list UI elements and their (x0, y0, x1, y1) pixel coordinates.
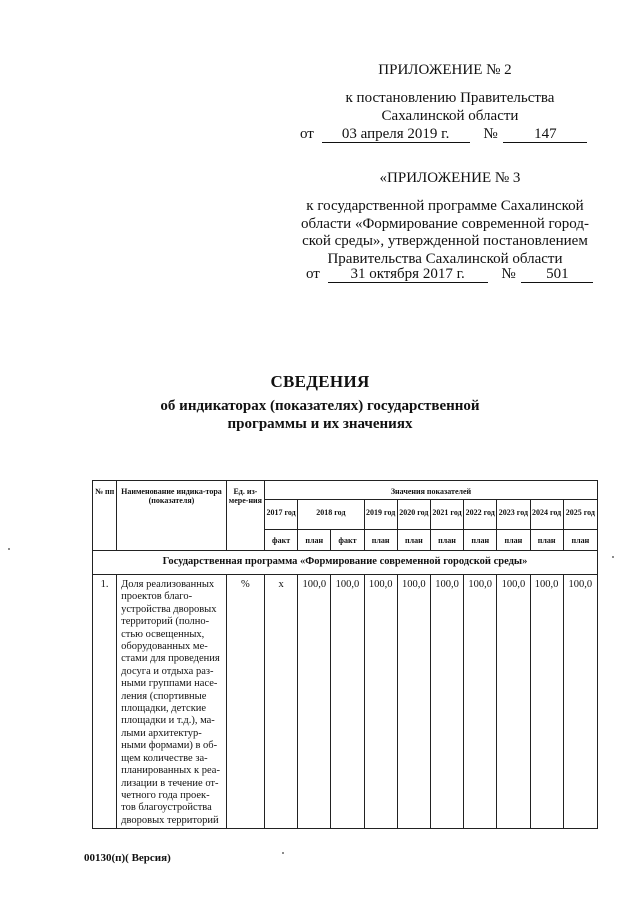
year-2017: 2017 год (265, 500, 298, 530)
year-2018: 2018 год (298, 500, 364, 530)
year-2022: 2022 год (464, 500, 497, 530)
appendix-date: 03 апреля 2019 г. (322, 126, 470, 143)
value-cell: 100,0 (563, 575, 597, 829)
value-cell: 100,0 (364, 575, 397, 829)
value-cell: 100,0 (397, 575, 430, 829)
value-cell: 100,0 (464, 575, 497, 829)
row-name: Доля реализованных проектов благо-устройства дворовых территорий (полно-стью освещенных, оборудованных ме-стами для проведения досуга и отдыха раз-ными группами насе-ления (спортивные площадки, детские площадки и т.д.), ма-лыми архитектур-ными формами) в об-щем количестве за-планированных к реа-лизации в течение от-четного года проек-тов благоустройства дворовых территорий (117, 575, 227, 829)
appendix3-text (290, 198, 600, 268)
year-2021: 2021 год (430, 500, 463, 530)
section-row (93, 551, 598, 575)
type-cell: факт (331, 530, 364, 551)
row-unit: % (226, 575, 264, 829)
value-cell: 100,0 (298, 575, 331, 829)
number-label: № (483, 126, 498, 142)
number-label-2: № (501, 266, 516, 282)
col-values-header: Значения показателей (265, 481, 598, 500)
value-cell: 100,0 (497, 575, 530, 829)
appendix3-line-3: ской среды», утвержденной постановлением (302, 233, 588, 249)
subtitle-line-2: программы и их значениях (227, 416, 413, 432)
appendix-line-1: к постановлению Правительства (345, 90, 555, 106)
type-cell: план (563, 530, 597, 551)
page-title: СВЕДЕНИЯ (270, 372, 370, 391)
value-cell: х (265, 575, 298, 829)
type-cell: план (364, 530, 397, 551)
appendix-date-line (300, 126, 600, 143)
row-num: 1. (93, 575, 117, 829)
table-header-row-1 (93, 481, 598, 500)
type-cell: план (397, 530, 430, 551)
type-cell: факт (265, 530, 298, 551)
col-name-header: Наименование индика-тора (показателя) (117, 481, 227, 551)
year-2020: 2020 год (397, 500, 430, 530)
footer-version: 00130(п)( Версия) (84, 852, 171, 864)
year-2024: 2024 год (530, 500, 563, 530)
value-cell: 100,0 (430, 575, 463, 829)
appendix3-title: «ПРИЛОЖЕНИЕ № 3 (379, 170, 521, 186)
scan-speck (612, 556, 614, 558)
col-num-header: № пп (93, 481, 117, 551)
appendix3-date-line (306, 266, 606, 283)
value-cell: 100,0 (331, 575, 364, 829)
appendix3-line-1: к государственной программе Сахалинской (306, 198, 584, 214)
appendix3-line-2: области «Формирование современной город- (301, 215, 589, 232)
indicators-table (92, 480, 598, 829)
scan-speck (8, 548, 10, 550)
value-cell: 100,0 (530, 575, 563, 829)
appendix-title: ПРИЛОЖЕНИЕ № 2 (378, 62, 512, 78)
type-cell: план (464, 530, 497, 551)
col-unit-header: Ед. из-мере-ния (226, 481, 264, 551)
type-cell: план (497, 530, 530, 551)
year-2025: 2025 год (563, 500, 597, 530)
type-cell: план (430, 530, 463, 551)
from-label: от (300, 126, 314, 142)
scan-speck (282, 852, 284, 854)
appendix-number: 147 (503, 126, 587, 143)
subtitle-line-1: об индикаторах (показателях) государственной (160, 398, 480, 414)
table-row (93, 575, 598, 829)
section-title: Государственная программа «Формирование современной городской среды» (93, 551, 598, 575)
year-2023: 2023 год (497, 500, 530, 530)
type-cell: план (530, 530, 563, 551)
from-label-2: от (306, 266, 320, 282)
appendix3-line-4: Правительства Сахалинской области (327, 250, 563, 267)
year-2019: 2019 год (364, 500, 397, 530)
appendix3-date: 31 октября 2017 г. (328, 266, 488, 283)
appendix-line-2: Сахалинской области (381, 108, 519, 124)
type-cell: план (298, 530, 331, 551)
appendix3-number: 501 (521, 266, 593, 283)
